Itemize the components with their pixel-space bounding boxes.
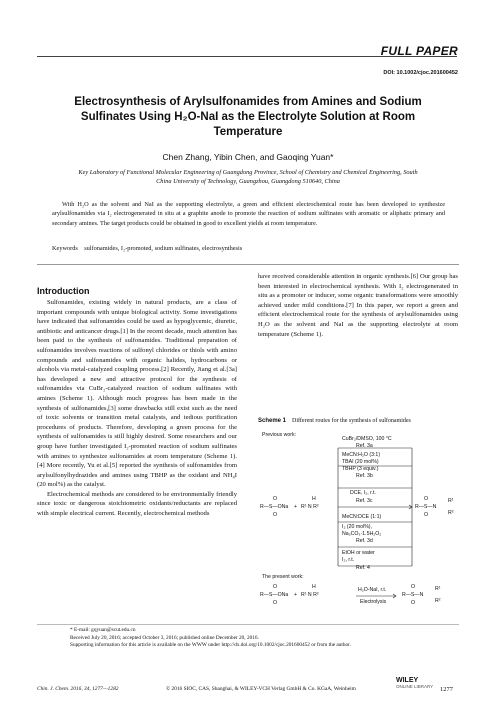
scheme-caption-text: Different routes for the synthesis of sulfonamides xyxy=(292,418,411,424)
condition: Na₂CO₃·1.5H₂O₂ xyxy=(342,531,382,537)
r2-label: R² xyxy=(448,510,454,516)
paragraph: have received considerable attention in organic synthesis.[6] Our group has been interested in electrochemical synthesis. With I₂ electrogenerated in situ as a promoter or inducer, some organic transformations were smoothly achieved under mild conditions.[7] In this paper, we report a green and efficient electrochemical route for the synthesis of arylsulfonamides using H₂O as the solvent and NaI as the supporting electrolyte at room temperature (Scheme 1). xyxy=(258,273,458,338)
r2-label: R² xyxy=(435,598,441,604)
keywords-list: sulfonamides, I₂-promoted, sodium sulfinates, electrosynthesis xyxy=(84,245,243,252)
condition: DCE, I₂, r.t. xyxy=(350,490,376,496)
condition: TBAI (20 mol%) xyxy=(342,459,379,465)
oxygen-label: O xyxy=(411,600,416,606)
journal-citation: Chin. J. Chem. 2016, 34, 1277—1282 xyxy=(37,686,119,692)
scheme-caption xyxy=(258,418,411,424)
condition: MeCN:H₂O (3:1) xyxy=(342,452,381,458)
r1-label: R¹ xyxy=(435,586,441,592)
condition: MeCN:DCE (1:1) xyxy=(342,514,382,520)
condition: CuBr₂/DMSO, 100 °C xyxy=(342,436,392,442)
condition: TBHP (3 equiv.) xyxy=(342,466,379,472)
email-footnote[interactable]: * E-mail: gqyuan@scut.edu.cn xyxy=(70,627,136,633)
reference: Ref. 3d xyxy=(356,538,373,544)
amine: R¹ N R² xyxy=(301,592,319,598)
sodium-sulfinate: R—S—ONa xyxy=(260,504,289,510)
doi[interactable]: DOI: 10.1002/cjoc.201600452 xyxy=(383,70,458,76)
footnote-rule xyxy=(37,624,459,625)
scheme-label: Scheme 1 xyxy=(258,418,287,424)
reference: Ref. 4 xyxy=(356,565,370,571)
received-footnote: Received July 20, 2016; accepted October 3, 2016; published online December 20, 2016. xyxy=(70,634,259,641)
reference: Ref. 3a xyxy=(356,443,373,449)
intro-heading: Introduction xyxy=(37,286,90,296)
copyright: © 2016 SIOC, CAS, Shanghai, & WILEY-VCH Verlag GmbH & Co. KGaA, Weinheim xyxy=(166,686,356,692)
present-work-label: The present work: xyxy=(262,574,304,580)
previous-work-label: Previous work: xyxy=(262,432,297,438)
plus-sign: + xyxy=(294,592,298,598)
oxygen-label: O xyxy=(273,512,278,518)
supporting-footnote[interactable]: Supporting information for this article is available on the WWW under http://dx.doi.org/10.1002/cjoc.201600452 or from the author. xyxy=(70,642,351,648)
abstract-divider xyxy=(37,264,459,265)
reference: Ref. 3c xyxy=(356,498,373,504)
r1-label: R¹ xyxy=(448,498,454,504)
paragraph: Electrochemical methods are considered to be environmentally friendly since toxic or dangerous stoichiometric oxidants/reductants are replaced with simple electrical current. Recently, electrochemical methods xyxy=(37,490,237,518)
footnotes xyxy=(70,627,450,650)
sulfonamide-product: R—S—N xyxy=(415,504,437,510)
keywords-label: Keywords xyxy=(52,245,78,252)
sodium-sulfinate: R—S—ONa xyxy=(260,592,289,598)
abstract: With H₂O as the solvent and NaI as the supporting electrolyte, a green and efficient electrochemical route has been developed to synthesize arylsulfonamides via I₂ electrogenerated in situ at a graphite anode to promote the reaction of sodium sulfinates with aromatic or aliphatic primary and secondary amines. The target products could be obtained in good to excellent yields at room temperature. xyxy=(52,201,445,227)
wiley-text: WILEY xyxy=(396,677,419,684)
authors: Chen Zhang, Yibin Chen, and Gaoqing Yuan* xyxy=(162,152,334,162)
oxygen-label: O xyxy=(273,600,278,606)
sulfonamide-product: R—S—N xyxy=(402,592,424,598)
section-label: FULL PAPER xyxy=(380,44,458,58)
hydrogen-label: H xyxy=(312,496,316,502)
hydrogen-label: H xyxy=(312,584,316,590)
oxygen-label: O xyxy=(411,584,416,590)
oxygen-label: O xyxy=(424,512,429,518)
scheme-1 xyxy=(260,432,460,612)
article-title: Electrosynthesis of Arylsulfonamides from Amines and Sodium Sulfinates Using H₂O-NaI as the Electrolyte Solution at Room Temperature xyxy=(74,96,422,138)
plus-sign: + xyxy=(294,504,298,510)
wiley-sub: ONLINE LIBRARY xyxy=(396,684,434,689)
oxygen-label: O xyxy=(273,496,278,502)
wiley-logo[interactable] xyxy=(396,677,433,689)
oxygen-label: O xyxy=(424,496,429,502)
condition: I₂ (20 mol%), xyxy=(342,524,372,530)
amine: R¹ N R² xyxy=(301,504,319,510)
condition: EtOH or water xyxy=(342,550,375,556)
page-number: 1277 xyxy=(440,686,453,693)
present-condition-2: Electrolysis xyxy=(360,599,387,605)
condition: I₂, r.t. xyxy=(342,557,355,563)
oxygen-label: O xyxy=(273,584,278,590)
keywords xyxy=(52,245,445,252)
reference: Ref. 3b xyxy=(356,473,373,479)
paragraph: Sulfonamides, existing widely in natural products, are a class of important compounds with unique biological activity. Some investigations have indicated that sulfonamides could be used as hypoglycemic, diuretic, antibiotic and anticancer drugs.[1] In the recent decade, much attention has been paid to the synthesis of sulfonamides. Traditional preparation of sulfonamides involves reactions of sulfonyl chlorides or thiols with amino compounds and sulfonamides with organic halides, hydrocarbons or alcohols via metal-catalyzed coupling process.[2] Recently, Jiang et al.[3a] has developed a new and attractive protocol for the synthesis of sulfonamides via CuBr₂-catalyzed reaction of sodium sulfinates with amines (Scheme 1). Although much progress has been made in the synthesis of sulfonamides,[3] some drawbacks still exist such as the need of toxic solvents or transition metal catalysts, and tedious purification procedures of products. Therefore, developing a green process for the synthesis of sulfonamides is still highly desired. Some researchers and our group have further investigated I₂-promoted reaction of sodium sulfinates with amines to synthesize sulfonamides at room temperature (Scheme 1).[4] More recently, Yu et al.[5] reported the synthesis of sulfonamides from arylsulfonylhydrazides and amines using TBHP as the oxidant and NH₄I (20 mol%) as the catalyst. xyxy=(37,299,237,489)
present-condition: H₂O-NaI, r.t. xyxy=(358,587,387,593)
left-column xyxy=(37,298,237,519)
affiliation: Key Laboratory of Functional Molecular Engineering of Guangdong Province, School of Chemistry and Chemical Engineering, South China University of Technology, Guangzhou, Guangdong 510640, China xyxy=(78,169,418,185)
right-column xyxy=(258,272,458,339)
